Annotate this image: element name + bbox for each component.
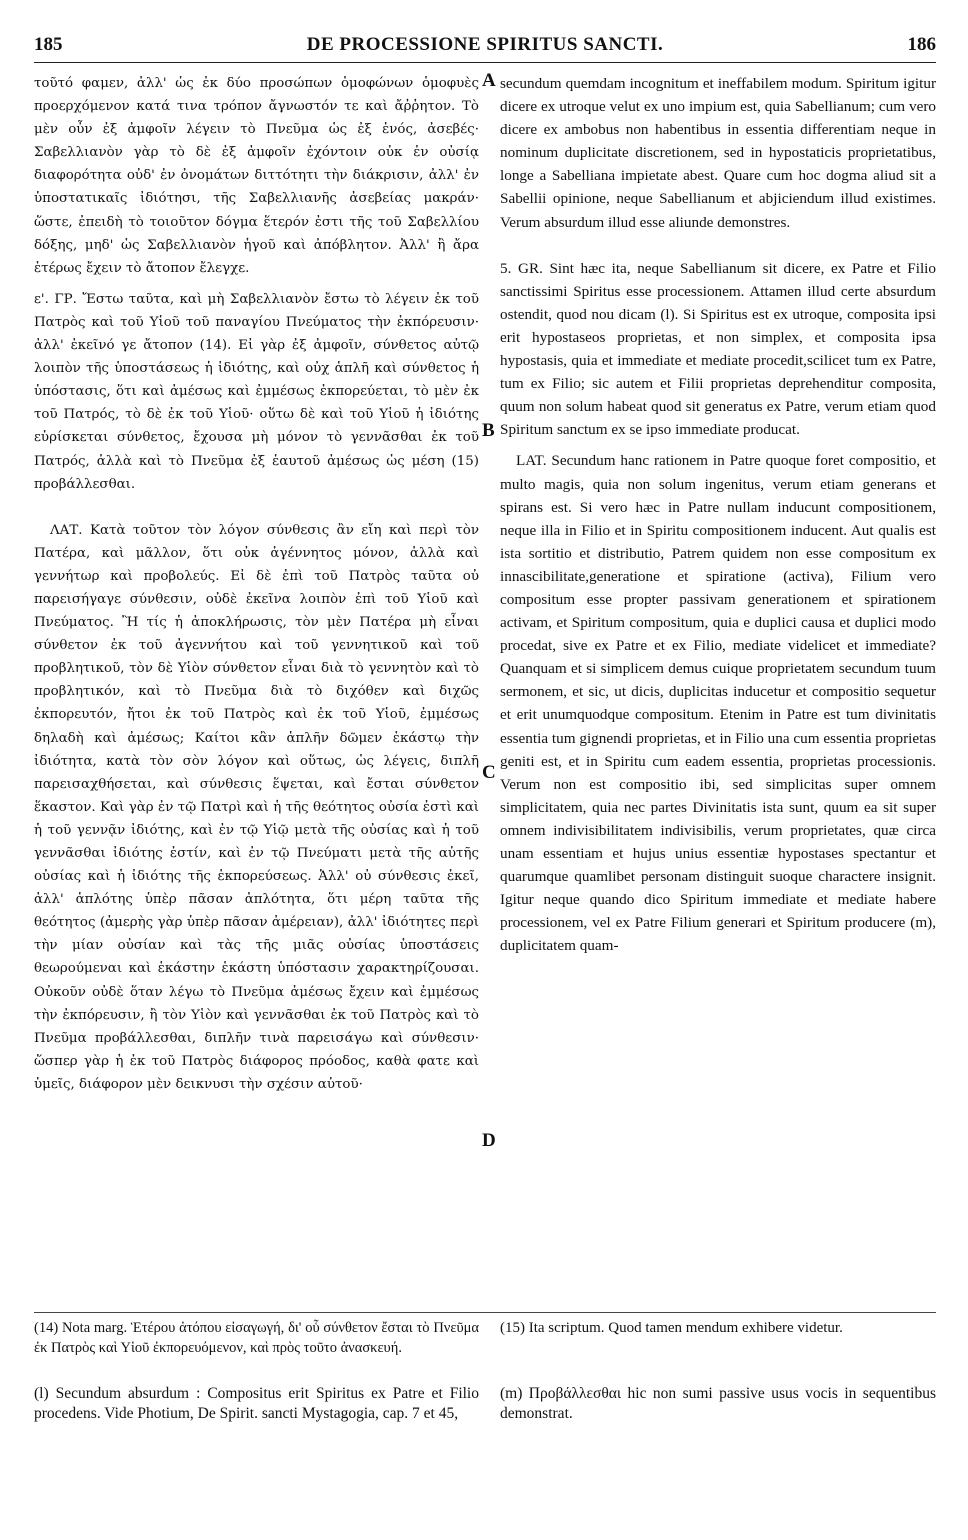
footnote-15: (15) Ita scriptum. Quod tamen mendum exhibere videtur.: [500, 1320, 843, 1336]
footnote-rule: [34, 1312, 936, 1313]
latin-column: [500, 72, 936, 957]
latin-paragraph-3: LAT. Secundum hanc rationem in Patre quoque foret compositio, et multo magis, quia non solum ingenitus, verum etiam generans et spirans est. Si vero hæc in Patre nullam inducunt compositionem, neque illa in Filio et in Spiritu compositionem inducent. Aut qualis est ista sortitio et distributio, Patrem quidem non esse compositum ex innascibilitate,generatione et spiratione (activa), Filium vero compositum esse propter passivam generationem et spirationem activam, et Spiritum compositum, quia e duplici causa et duplici modo procedat, sive ex Patre et ex Filio, mediate videlicet et immediate? Quanquam et si simplicem demus cuique proprietatem secundum tuum sermonem, et sic, ut dicis, duplicitas inducetur et compositio sequetur et erit unumquodque compositum. Etenim in Patre est tum divinitatis essentia tum gignendi proprietas, et in Filio una cum essentia proprietas geniti est, et in Spiritu cum eadem essentia, proprietas processionis. Verum non est compositio ibi, sed simplicitas super omnem simplicitatem, quia nec partes Divinitatis ista sunt, quum ea sit super omnem indivisibilitatem indivisibilis, verum proprietates, quæ circa unam essentiam et hujus unius essentiæ hypostases spectantur et quarumque quamlibet personam distinguit suoque charactere insignit. Igitur neque quando dico Spiritum immediate et mediate habere processionem, vel ex Patre Filium generari et Spiritum producere (m), duplicitatem quam-: [500, 452, 936, 955]
margin-letter-a: A: [482, 70, 496, 91]
latin-paragraph-2: 5. GR. Sint hæc ita, neque Sabellianum sit dicere, ex Patre et Filio sanctissimi Spiritus esse processionem. Attamen illud certe absurdum ostendit, quod nou dicam (l). Si Spiritus est ex utroque, composita ipsi erit hypostaseos proprietas, et non simplex, et composita ipsa hypostasis, quia et immediate et mediate procedit,scilicet tum ex Patre, tum ex Filio; sic autem et Filii proprietas deprehenditur composita, quum non solum habeat quod sit generatus ex Patre, verum etiam quod Spiritum sanctum ex se ipso immediate producat.: [500, 259, 936, 439]
margin-letter-b: B: [482, 420, 495, 441]
page-number-left: 185: [34, 34, 63, 55]
header-rule: [34, 62, 936, 63]
greek-paragraph-1: τοῦτό φαμεν, ἀλλ' ὡς ἐκ δύο προσώπων ὁμοφώνων ὁμοφυὲς προερχόμενον κατά τινα τρόπον ἄγνωστόν τε καὶ ἄῤῥητον. Τὸ μὲν οὖν ἐξ ἀμφοῖν λέγειν τὸ Πνεῦμα ὡς ἐξ ἑνός, ἀσεβές· Σαβελλιανὸν γὰρ τὸ δὲ ἐξ ἀμφοῖν ἐχόντοιν οὐκ ἐν οὐσίᾳ διαφορότητα οὐδ' ἐν ὀνομάτων διττότητι τὴν διάκρισιν, ἀλλ' ἐν ὑποστατικαῖς ἰδιότησι, τῆς Σαβελλιανῆς ἀσεβείας μακράν· ὥστε, ἐπειδὴ τὸ τοιοῦτον δόγμα ἕτερόν ἐστι τῆς τοῦ Σαβελλίου δόξης, μηδ' ὡς Σαβελλιανὸν ἡγοῦ καὶ ἀπόβλητον. Ἀλλ' ἢ ἄρα ἑτέρως ἔχειν τὸ ἄτοπον ἔλεγχε.: [34, 76, 479, 276]
latin-paragraph-1: secundum quemdam incognitum et ineffabilem modum. Spiritum igitur dicere ex utroque velut ex uno impium est, quia Sabellianum; cum vero dicere ex ambobus non habentibus in essentia differentiam neque in nominum duplicitate discretionem, sed in hypostaticis proprietatibus, longe a Sabelliana impietate abest. Quare cum hoc dogma aliud sit a Sabellii opinione, neque Sabellianum et abjiciendum illud existimes. Verum absurdum illud esse aliunde demonstres.: [500, 75, 936, 231]
margin-letter-d: D: [482, 1130, 496, 1151]
footnote-m: (m) Προβάλλεσθαι hic non sumi passive usus vocis in sequentibus demonstrat.: [500, 1385, 936, 1422]
greek-paragraph-3: ΛΑΤ. Κατὰ τοῦτον τὸν λόγον σύνθεσις ἂν εἴη καὶ περὶ τὸν Πατέρα, καὶ μᾶλλον, ὅτι οὐκ ἀγέννητος μόνον, ἀλλὰ καὶ γεννήτωρ καὶ προβολεύς. Εἰ δὲ ἐπὶ τοῦ Πατρὸς ταῦτα οὐ παρεισήγαγε σύνθεσιν, οὐδὲ ἐκεῖνα λοιπὸν ἐπὶ τοῦ Υἱοῦ καὶ Πνεύματος. Ἢ τίς ἡ ἀποκλήρωσις, τὸν μὲν Πατέρα μὴ εἶναι σύνθετον ἐκ τοῦ ἀγεννήτου καὶ τοῦ γεννητικοῦ καὶ τοῦ προβλητικοῦ, τὸν δὲ Υἱὸν σύνθετον εἶναι διὰ τὸ γεννητὸν καὶ τὸ προβλητικόν, καὶ τὸ Πνεῦμα διὰ τὸ διχόθεν καὶ διχῶς ἐκπορευτόν, ἤτοι ἐκ τοῦ Πατρὸς καὶ ἐκ τοῦ Υἱοῦ, ἐμμέσως δηλαδὴ καὶ ἀμέσως; Καίτοι κἂν ἁπλῆν δῶμεν ἑκάστῳ τὴν ἰδιότητα, κατὰ τὸν σὸν λόγον καὶ οὕτως, ὡς λέγεις, διπλῆ παρεισαχθήσεται, καὶ σύνθεσις ἕψεται, καὶ ἔσται σύνθετον ἕκαστον. Καὶ γὰρ ἐν τῷ Πατρὶ καὶ ἡ τῆς θεότητος οὐσία ἐστὶ καὶ ἡ τοῦ γεννᾷν ἰδιότης, καὶ ἐν τῷ Υἱῷ μετὰ τῆς οὐσίας καὶ ἡ τοῦ γεννᾶσθαι ἰδιότης ἐστίν, καὶ ἐν τῷ Πνεύματι μετὰ τῆς αὐτῆς οὐσίας καὶ ἡ ἰδιότης τῆς ἐκπορεύσεως. Ἀλλ' οὐ σύνθεσις ἐκεῖ, ἀλλ' ἁπλότης ὑπὲρ πᾶσαν ἁπλότητα, ὅτι μέρη ταῦτα τῆς θεότητος (ἀμερὴς γὰρ ὑπὲρ πᾶσαν ἀμέρειαν), ἀλλ' ἰδιότητες περὶ τὴν μίαν οὐσίαν καὶ τὰς τῆς μιᾶς οὐσίας ὑποστάσεις θεωρούμεναι καὶ ἑκάστην ἑκάστη ὑπόστασιν χαρακτηρίζουσαι. Οὐκοῦν οὐδὲ ὅταν λέγω τὸ Πνεῦμα ἀμέσως ἔχειν καὶ ἐμμέσως τὴν ἐκπόρευσιν, ἢ τὸν Υἱὸν καὶ γεννᾶσθαι ἐκ τοῦ Πατρὸς καὶ τὸ Πνεῦμα προβάλλεσθαι, διπλῆν τινὰ παρεισάγω καὶ σύνθεσιν· ὥσπερ γὰρ ἡ ἐκ τοῦ Πατρὸς διάφορος πρόοδος, καθὰ φατε καὶ ὑμεῖς, διάφορον μὲν δεικνυσι τὴν σχέσιν αὐτοῦ·: [34, 522, 479, 1092]
margin-letter-c: C: [482, 762, 496, 783]
page-number-right: 186: [907, 34, 936, 55]
footnote-14: (14) Nota marg. Ἑτέρου ἀτόπου εἰσαγωγή, δι' οὗ σύνθετον ἔσται τὸ Πνεῦμα ἐκ Πατρὸς καὶ Υἱοῦ ἐκπορευόμενον, καὶ πρὸς τοῦτο ἀνασκευή.: [34, 1320, 479, 1356]
greek-paragraph-2: ε'. ΓΡ. Ἔστω ταῦτα, καὶ μὴ Σαβελλιανὸν ἔστω τὸ λέγειν ἐκ τοῦ Πατρὸς καὶ τοῦ Υἱοῦ τοῦ παναγίου Πνεύματος τὴν ἐκπόρευσιν· ἀλλ' ἐκεῖνό γε ἄτοπον (14). Εἰ γὰρ ἐξ ἀμφοῖν, σύνθετος αὐτῷ λοιπὸν τῆς ὑποστάσεως ἡ ἰδιότης, καὶ οὐχ ἁπλῆ καὶ σύνθετος ἡ ὑπόστασις, ὅτι καὶ ἀμέσως καὶ ἐμμέσως ἐκπορεύεται, τὸ μὲν ἐκ τοῦ Πατρός, τὸ δὲ ἐκ τοῦ Υἱοῦ· οὕτω δὲ καὶ τοῦ Υἱοῦ ἡ ἰδιότης εὑρίσκεται σύνθετος, ἔχουσα μὴ μόνον τὸ γεννᾶσθαι ἐκ τοῦ Πατρός, ἀλλὰ καὶ τὸ Πνεῦμα ἐξ ἑαυτοῦ ἀμέσως ὡς μέση (15) προβάλλεσθαι.: [34, 291, 479, 492]
page-title: DE PROCESSIONE SPIRITUS SANCTI.: [306, 34, 664, 55]
running-header: [34, 34, 936, 60]
greek-column: [34, 72, 479, 1096]
footnote-l: (l) Secundum absurdum : Compositus erit Spiritus ex Patre et Filio procedens. Vide Photium, De Spirit. sancti Mystagogia, cap. 7 et 45,: [34, 1385, 479, 1422]
